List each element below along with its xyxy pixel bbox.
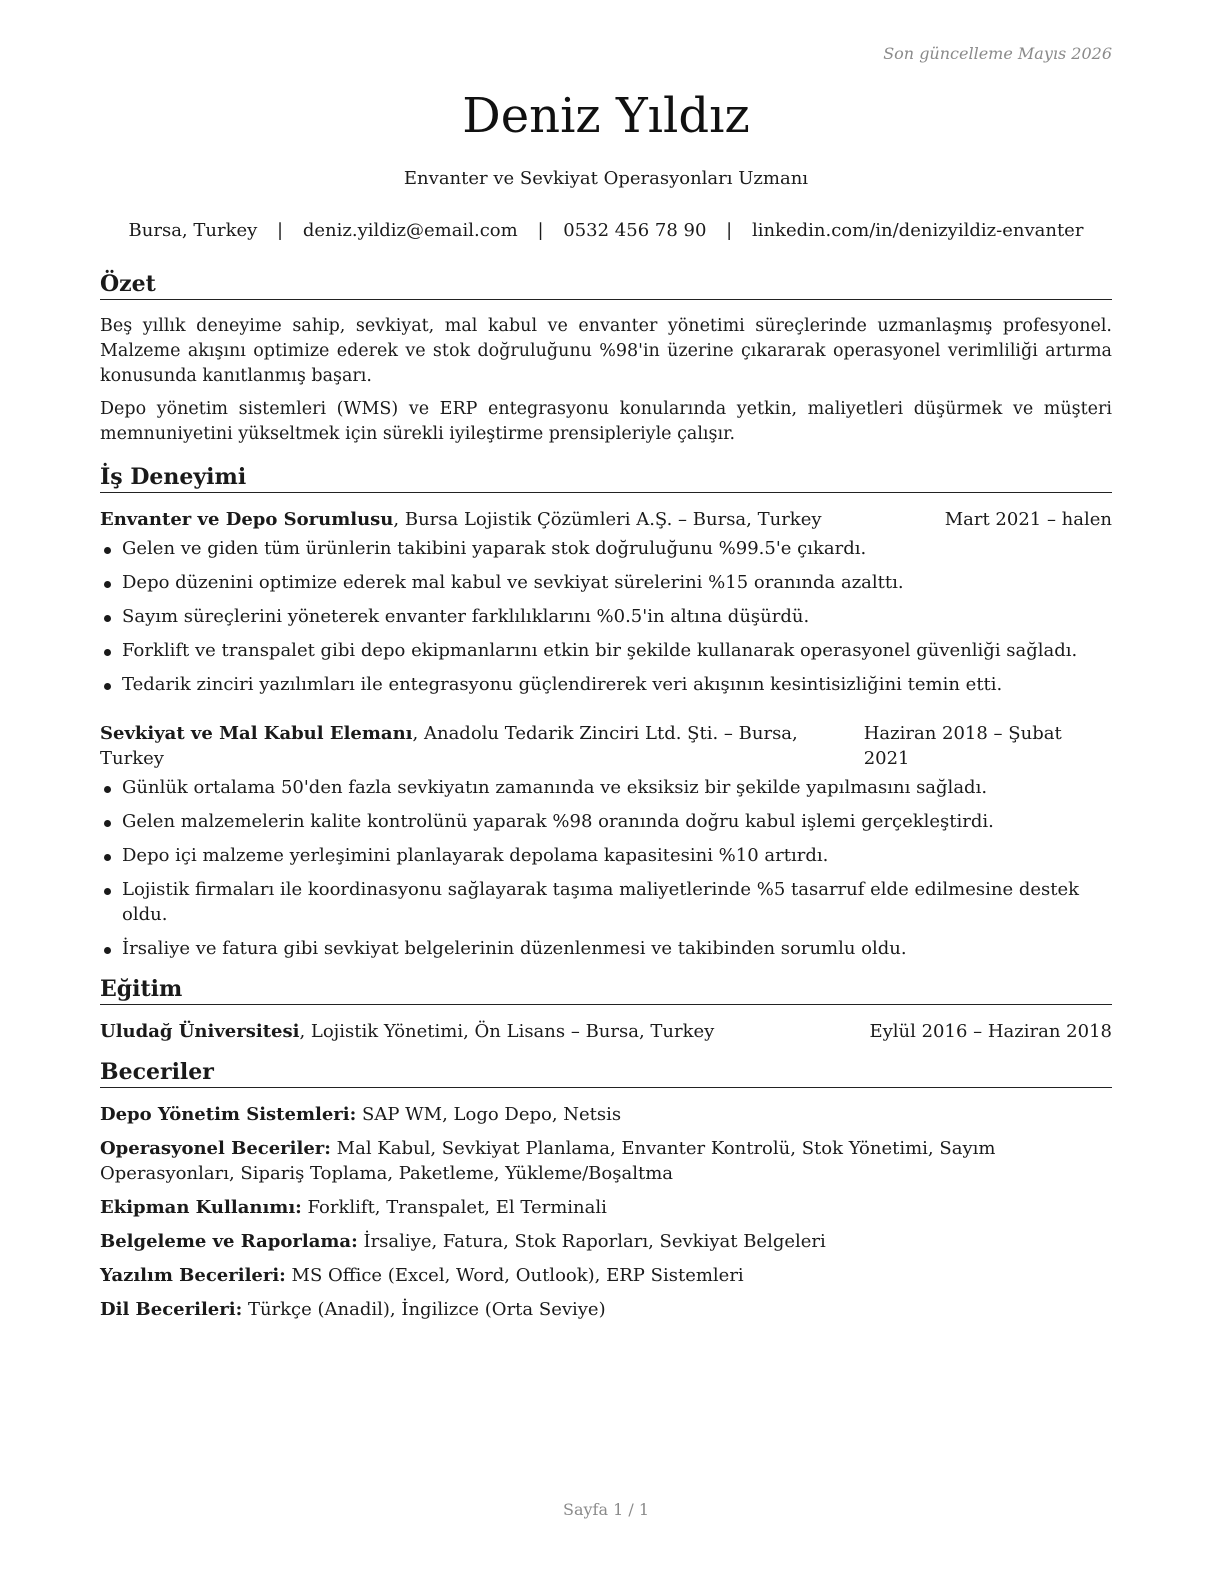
education-school: Uludağ Üniversitesi [100,1021,300,1042]
bullet-text: Forklift ve transpalet gibi depo ekipmanlarını etkin bir şekilde kullanarak operasyonel güvenliği sağladı. [122,640,1078,661]
skill-row [100,1297,1112,1322]
bullet-icon [104,786,111,793]
contact-line [100,219,1112,243]
summary-heading: Özet [100,270,1112,300]
job-header [100,507,1112,532]
list-item [100,570,1112,595]
candidate-title: Envanter ve Sevkiyat Operasyonları Uzmanı [403,168,809,189]
bullet-icon [104,649,111,656]
contact-separator: | [537,220,544,241]
experience-heading: İş Deneyimi [100,463,1112,493]
job-dates: Mart 2021 – halen [944,509,1112,530]
bullet-text: Tedarik zinciri yazılımları ile entegrasyonu güçlendirerek veri akışının kesintisizliğini temin etti. [122,674,1003,695]
bullet-text: Gelen malzemelerin kalite kontrolünü yaparak %98 oranında doğru kabul işlemi gerçekleştirdi. [122,811,994,832]
bullet-icon [104,947,111,954]
list-item [100,775,1112,800]
skill-row [100,1229,1112,1254]
job-company: , Anadolu Tedarik Zinciri Ltd. Şti. – Bursa, Turkey [100,723,798,769]
bullet-text: Günlük ortalama 50'den fazla sevkiyatın zamanında ve eksiksiz bir şekilde yapılmasını sağladı. [122,777,988,798]
bullet-text: Depo düzenini optimize ederek mal kabul ve sevkiyat sürelerini %15 oranında azalttı. [122,572,904,593]
bullet-icon [104,615,111,622]
skill-label: Belgeleme ve Raporlama: [100,1231,358,1252]
education-dates: Eylül 2016 – Haziran 2018 [869,1021,1112,1042]
job-dates: Haziran 2018 – Şubat 2021 [863,723,1062,769]
skill-row [100,1263,1112,1288]
skill-row [100,1102,1112,1127]
bullet-icon [104,683,111,690]
bullet-icon [104,888,111,895]
bullet-icon [104,581,111,588]
job-role: Envanter ve Depo Sorumlusu [100,509,394,530]
contact-phone: 0532 456 78 90 [563,220,707,241]
skill-label: Operasyonel Beceriler: [100,1138,331,1159]
list-item [100,638,1112,663]
candidate-name: Deniz Yıldız [462,88,750,144]
contact-separator: | [726,220,733,241]
education-school-details [100,1019,714,1044]
list-item [100,843,1112,868]
bullet-text: Sayım süreçlerini yöneterek envanter farklılıklarını %0.5'in altına düşürdü. [122,606,810,627]
contact-separator: | [277,220,284,241]
skill-value: İrsaliye, Fatura, Stok Raporları, Sevkiyat Belgeleri [357,1231,826,1252]
skill-value: Forklift, Transpalet, El Terminali [301,1197,607,1218]
bullet-text: İrsaliye ve fatura gibi sevkiyat belgelerinin düzenlenmesi ve takibinden sorumlu oldu. [122,938,907,959]
summary-paragraph: Depo yönetim sistemleri (WMS) ve ERP entegrasyonu konularında yetkin, maliyetleri düşürmek ve müşteri memnuniyetini yükseltmek için sürekli iyileştirme prensipleriyle çalışır. [100,399,1112,444]
bullet-icon [104,854,111,861]
contact-linkedin[interactable]: linkedin.com/in/denizyildiz-envanter [751,220,1084,241]
job-role-company [100,507,822,532]
last-updated-note: Son güncelleme Mayıs 2026 [883,44,1112,63]
bullet-icon [104,820,111,827]
skill-label: Ekipman Kullanımı: [100,1197,302,1218]
skill-label: Dil Becerileri: [100,1299,243,1320]
skill-value: SAP WM, Logo Depo, Netsis [356,1104,622,1125]
bullet-text: Depo içi malzeme yerleşimini planlayarak depolama kapasitesini %10 artırdı. [122,845,829,866]
list-item [100,672,1112,697]
job-bullets [100,536,1112,697]
skill-value: MS Office (Excel, Word, Outlook), ERP Sistemleri [285,1265,744,1286]
list-item [100,536,1112,561]
skill-row [100,1136,1112,1186]
list-item [100,936,1112,961]
skill-value: Mal Kabul, Sevkiyat Planlama, Envanter Kontrolü, Stok Yönetimi, Sayım Operasyonları, Sipariş Toplama, Paketleme, Yükleme/Boşaltma [100,1138,996,1184]
job-role: Sevkiyat ve Mal Kabul Elemanı [100,723,413,744]
bullet-text: Gelen ve giden tüm ürünlerin takibini yaparak stok doğruluğunu %99.5'e çıkardı. [122,538,867,559]
skill-label: Yazılım Becerileri: [100,1265,286,1286]
resume-body [100,270,1112,1331]
job-role-company [100,721,864,771]
education-details: , Lojistik Yönetimi, Ön Lisans – Bursa, Turkey [299,1021,715,1042]
skills-heading: Beceriler [100,1058,1112,1088]
list-item [100,809,1112,834]
skill-value: Türkçe (Anadil), İngilizce (Orta Seviye) [242,1299,606,1320]
resume-page [100,0,1112,1584]
job-header [100,721,1112,771]
skill-label: Depo Yönetim Sistemleri: [100,1104,357,1125]
education-heading: Eğitim [100,975,1112,1005]
education-entry [100,1019,1112,1044]
bullet-text: Lojistik firmaları ile koordinasyonu sağlayarak taşıma maliyetlerinde %5 tasarruf elde edilmesine destek oldu. [122,879,1080,925]
contact-location: Bursa, Turkey [128,220,258,241]
list-item [100,604,1112,629]
bullet-icon [104,547,111,554]
job-bullets [100,775,1112,961]
summary-paragraph: Beş yıllık deneyime sahip, sevkiyat, mal kabul ve envanter yönetimi süreçlerinde uzmanlaşmış profesyonel. Malzeme akışını optimize ederek ve stok doğruluğunu %98'in üzerine çıkararak operasyonel verimliliği artırma konusunda kanıtlanmış başarı. [100,316,1112,386]
list-item [100,877,1112,927]
contact-email[interactable]: deniz.yildiz@email.com [302,220,518,241]
page-number: Sayfa 1 / 1 [562,1500,649,1519]
skill-row [100,1195,1112,1220]
job-company: , Bursa Lojistik Çözümleri A.Ş. – Bursa, Turkey [393,509,822,530]
